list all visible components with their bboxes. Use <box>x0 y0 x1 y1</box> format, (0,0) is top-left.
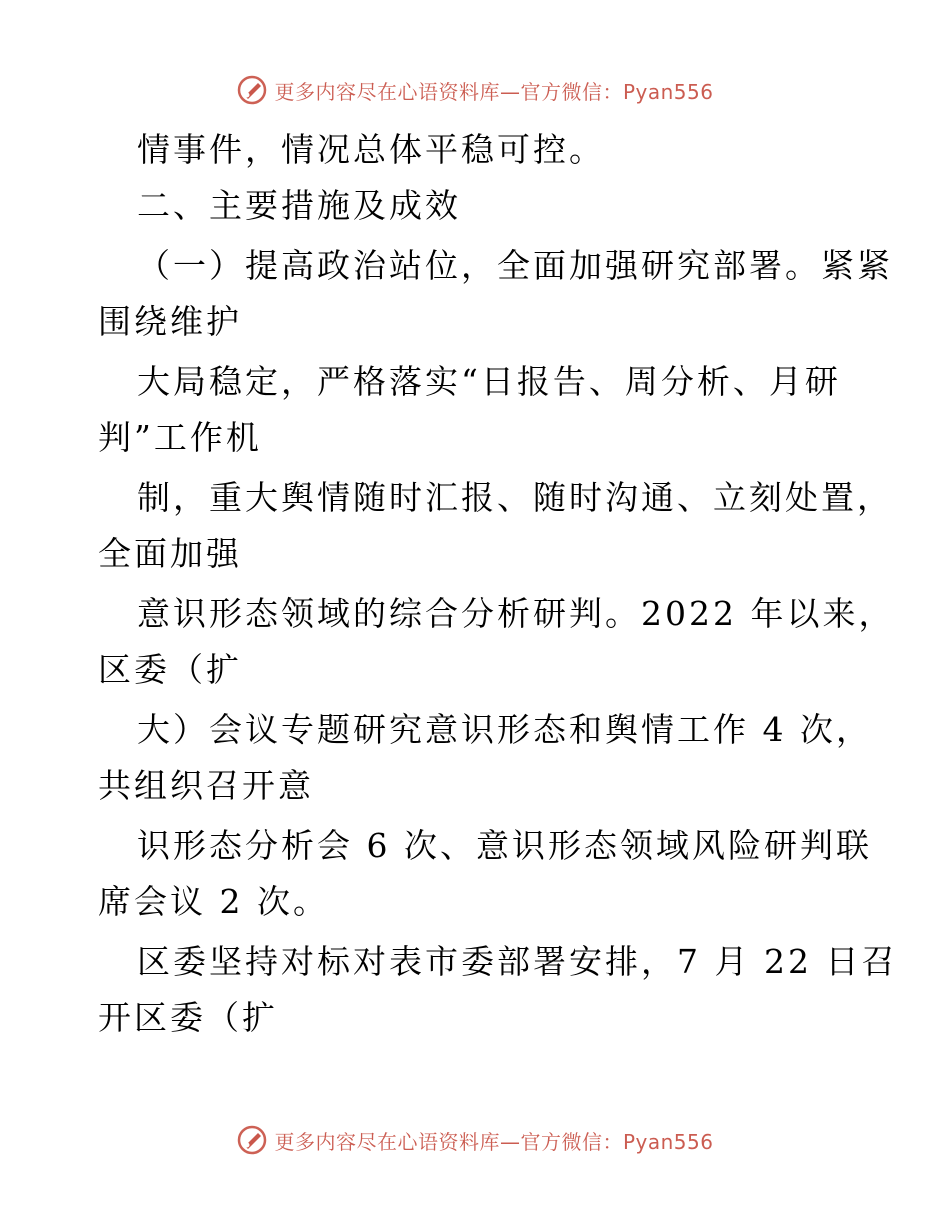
paragraph-line: 开区委（扩 <box>98 998 278 1037</box>
paragraph-line: （一）提高政治站位，全面加强研究部署。紧紧 <box>137 246 893 285</box>
paragraph-line: 判”工作机 <box>98 418 262 457</box>
header-watermark <box>0 72 950 108</box>
paragraph-line: 制，重大舆情随时汇报、随时沟通、立刻处置， <box>137 478 893 517</box>
footer-watermark <box>0 1122 950 1158</box>
paragraph-line: 意识形态领域的综合分析研判。2022 年以来， <box>137 594 895 633</box>
paragraph-line: 共组织召开意 <box>98 766 314 805</box>
paragraph-line: 区委（扩 <box>98 650 242 689</box>
paragraph-line: 围绕维护 <box>98 302 242 341</box>
section-heading: 二、主要措施及成效 <box>137 186 461 225</box>
paragraph-line: 大局稳定，严格落实“日报告、周分析、月研 <box>137 362 841 401</box>
brush-logo-icon <box>236 1124 268 1156</box>
brush-logo-icon <box>236 74 268 106</box>
paragraph-line: 识形态分析会 6 次、意识形态领域风险研判联 <box>137 826 872 865</box>
paragraph-line: 情事件，情况总体平稳可控。 <box>137 130 605 169</box>
watermark-text: 更多内容尽在心语资料库—官方微信：Pyan556 <box>274 79 714 104</box>
paragraph-line: 区委坚持对标对表市委部署安排，7 月 22 日召 <box>137 942 898 981</box>
watermark-text: 更多内容尽在心语资料库—官方微信：Pyan556 <box>274 1129 714 1154</box>
paragraph-line: 全面加强 <box>98 534 242 573</box>
paragraph-line: 席会议 2 次。 <box>98 882 329 921</box>
paragraph-line: 大）会议专题研究意识形态和舆情工作 4 次， <box>137 710 872 749</box>
